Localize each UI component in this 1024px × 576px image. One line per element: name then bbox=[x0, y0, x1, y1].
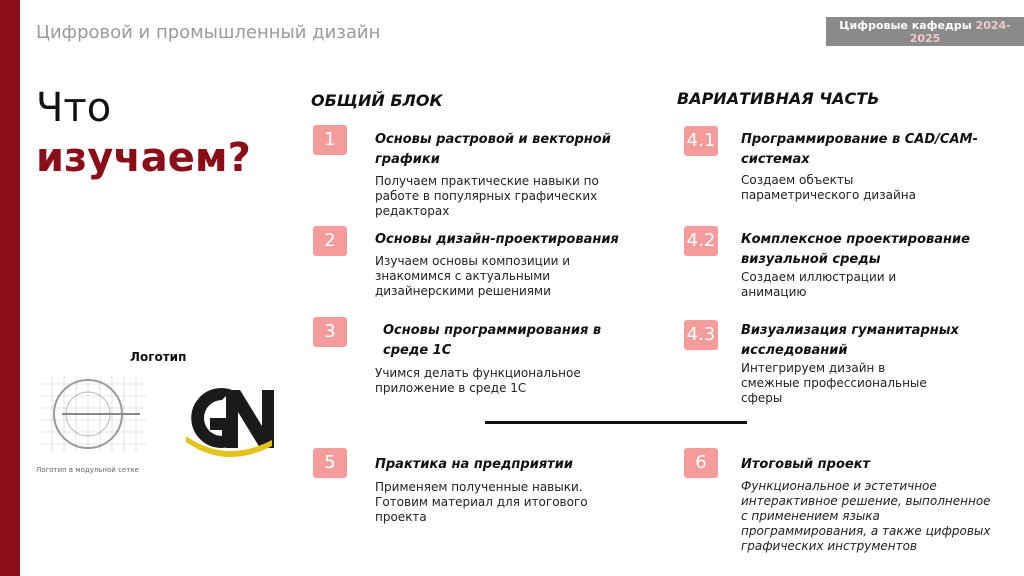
item-number-badge: 4.2 bbox=[684, 226, 718, 256]
item-description bbox=[741, 173, 916, 203]
desc-line: сферы bbox=[741, 391, 783, 405]
item-title-line: исследований bbox=[741, 343, 848, 358]
desc-line: параметрического дизайна bbox=[741, 188, 916, 202]
item-number-badge: 3 bbox=[313, 317, 347, 347]
item-title bbox=[375, 130, 611, 170]
hero-title-line1: Что bbox=[36, 85, 112, 131]
logo-image bbox=[36, 368, 276, 478]
program-badge bbox=[826, 17, 1024, 46]
desc-line: Применяем полученные навыки. bbox=[375, 480, 583, 494]
item-title-line: графики bbox=[375, 152, 440, 167]
desc-line: с применением языка bbox=[741, 509, 880, 523]
item-description bbox=[375, 254, 570, 299]
item-title bbox=[375, 230, 619, 250]
item-title-line: Программирование в CAD/CAM- bbox=[741, 132, 978, 147]
badge-years-end: 2025 bbox=[909, 32, 941, 45]
item-number-badge: 6 bbox=[684, 448, 718, 478]
desc-line: редакторах bbox=[375, 204, 450, 218]
item-number-badge: 1 bbox=[313, 125, 347, 155]
item-title-line: Основы дизайн-проектирования bbox=[375, 232, 619, 247]
item-title bbox=[741, 230, 970, 270]
item-description bbox=[741, 479, 991, 554]
item-number-badge: 4.3 bbox=[684, 320, 718, 350]
slide-subtitle: Цифровой и промышленный дизайн bbox=[36, 22, 381, 43]
item-number-badge: 5 bbox=[313, 448, 347, 478]
badge-years-start: 2024- bbox=[975, 19, 1011, 32]
logo-label: Логотип bbox=[130, 350, 187, 364]
badge-text: Цифровые кафедры bbox=[839, 19, 972, 32]
desc-line: Готовим материал для итогового bbox=[375, 495, 588, 509]
desc-line: Создаем объекты bbox=[741, 173, 854, 187]
desc-line: Учимся делать функциональное bbox=[375, 366, 581, 380]
item-title-line: системах bbox=[741, 152, 810, 167]
desc-line: дизайнерскими решениями bbox=[375, 284, 551, 298]
desc-line: графических инструментов bbox=[741, 539, 918, 553]
item-description bbox=[741, 270, 896, 300]
item-number-badge: 4.1 bbox=[684, 126, 718, 156]
desc-line: работе в популярных графических bbox=[375, 189, 598, 203]
desc-line: программирования, а также цифровых bbox=[741, 524, 991, 538]
item-description bbox=[375, 480, 588, 525]
item-title bbox=[383, 321, 601, 361]
item-title-line: Итоговый проект bbox=[741, 457, 871, 472]
item-description bbox=[375, 366, 581, 396]
item-title bbox=[375, 455, 573, 475]
desc-line: Функциональное и эстетичное bbox=[741, 479, 937, 493]
logo-grid-and-mark bbox=[36, 368, 276, 478]
section-divider bbox=[485, 421, 747, 424]
item-title-line: Визуализация гуманитарных bbox=[741, 323, 959, 338]
desc-line: Создаем иллюстрации и bbox=[741, 270, 897, 284]
logo-caption: Логотип в модульной сетке bbox=[36, 466, 139, 474]
desc-line: знакомимся с актуальными bbox=[375, 269, 551, 283]
hero-title-line2: изучаем? bbox=[36, 135, 251, 181]
item-description bbox=[375, 174, 599, 219]
desc-line: Получаем практические навыки по bbox=[375, 174, 599, 188]
item-title bbox=[741, 130, 978, 170]
desc-line: Интегрируем дизайн в bbox=[741, 361, 886, 375]
general-block-heading: ОБЩИЙ БЛОК bbox=[311, 91, 443, 110]
item-title-line: среде 1С bbox=[383, 343, 452, 358]
item-title-line: Основы программирования в bbox=[383, 323, 602, 338]
item-title bbox=[741, 321, 959, 361]
item-description bbox=[741, 361, 927, 406]
item-title bbox=[741, 455, 870, 475]
desc-line: интерактивное решение, выполненное bbox=[741, 494, 991, 508]
desc-line: проекта bbox=[375, 510, 427, 524]
item-title-line: Комплексное проектирование bbox=[741, 232, 970, 247]
desc-line: Изучаем основы композиции и bbox=[375, 254, 571, 268]
left-accent-bar bbox=[0, 0, 20, 576]
item-title-line: Практика на предприятии bbox=[375, 457, 573, 472]
desc-line: смежные профессиональные bbox=[741, 376, 927, 390]
desc-line: приложение в среде 1С bbox=[375, 381, 527, 395]
desc-line: анимацию bbox=[741, 285, 807, 299]
item-title-line: визуальной среды bbox=[741, 252, 881, 267]
variative-block-heading: ВАРИАТИВНАЯ ЧАСТЬ bbox=[677, 89, 880, 108]
item-title-line: Основы растровой и векторной bbox=[375, 132, 611, 147]
item-number-badge: 2 bbox=[313, 226, 347, 256]
